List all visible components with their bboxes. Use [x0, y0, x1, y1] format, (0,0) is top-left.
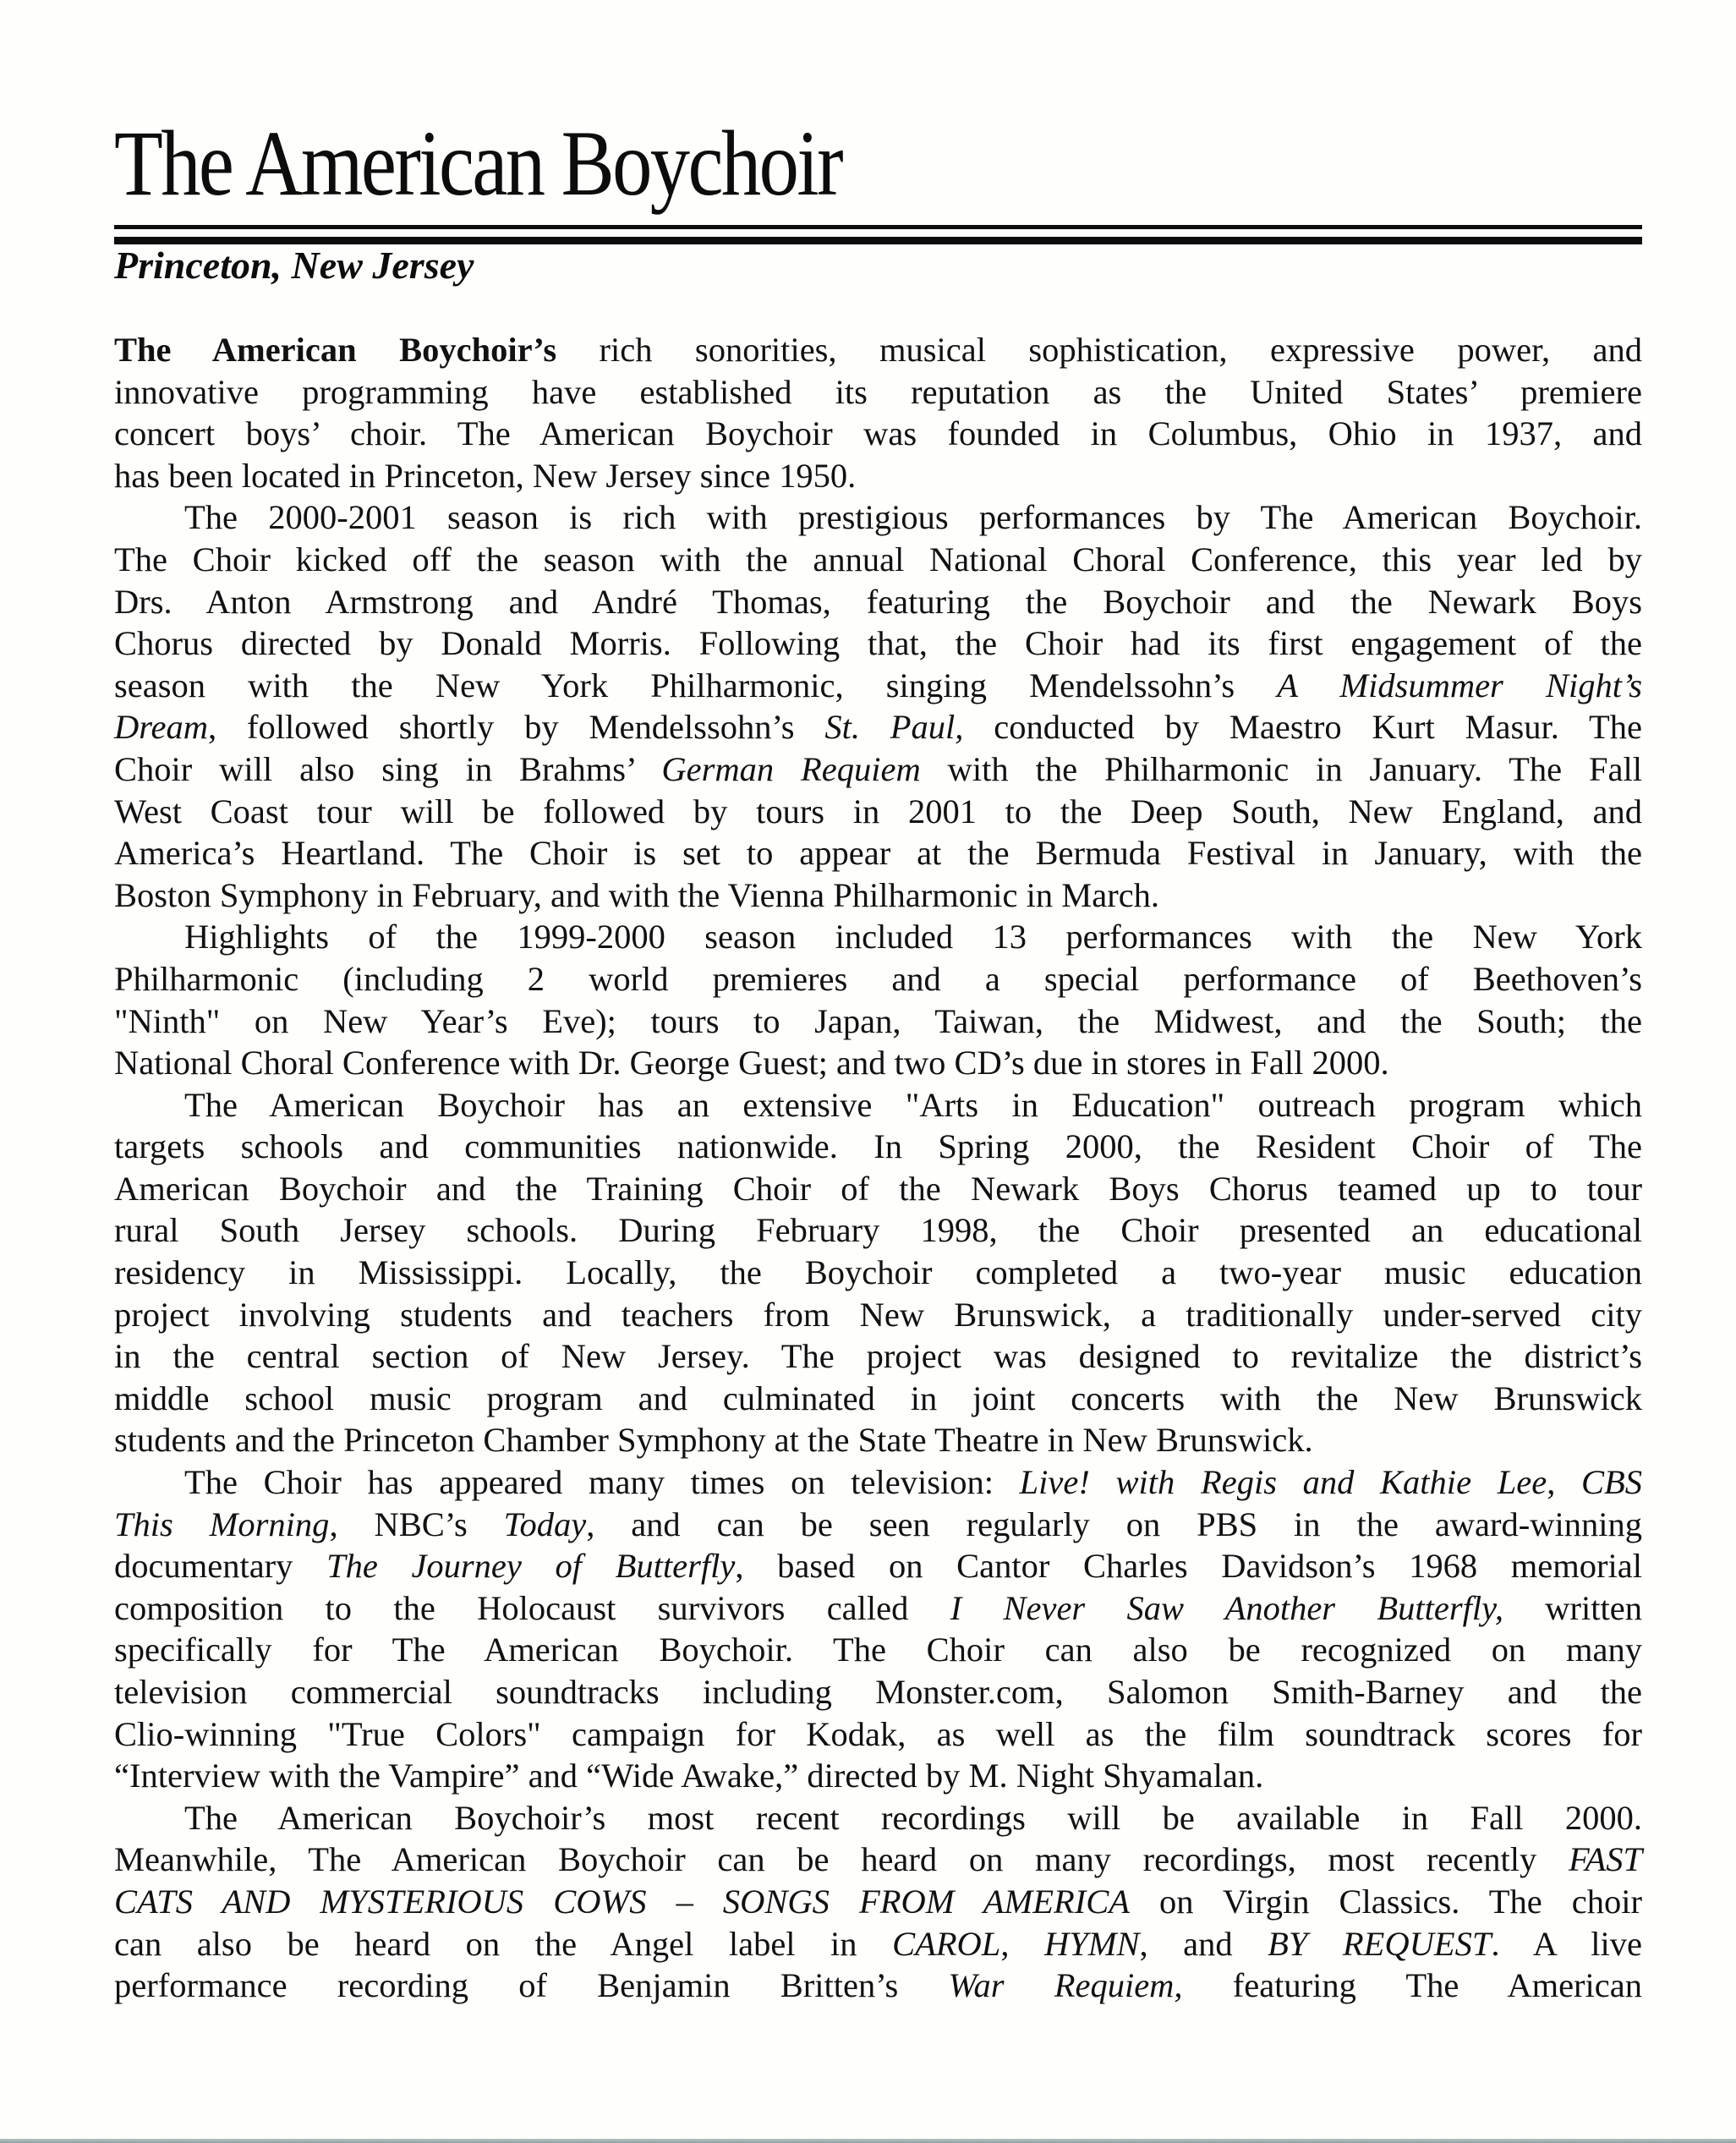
paragraph: [114, 1461, 1642, 1797]
text-run: Chorus directed by Donald Morris. Following that, the Choir had its first engagement of the: [114, 624, 1642, 663]
text-line: [114, 1168, 1642, 1210]
text-line: [114, 622, 1642, 665]
text-run: America’s Heartland. The Choir is set to appear at the Bermuda Festival in January, with the: [114, 834, 1642, 873]
paragraph: [114, 329, 1642, 496]
italic-run: I Never Saw Another Butterfly,: [950, 1588, 1503, 1627]
bold-run: The American Boychoir’s: [114, 331, 557, 369]
text-run: The American Boychoir has an extensive "Arts in Education" outreach program which: [184, 1085, 1642, 1124]
text-line: [114, 1713, 1642, 1756]
text-run: The Choir has appeared many times on television:: [184, 1463, 1020, 1502]
text-run: The American Boychoir’s most recent recordings will be available in Fall 2000.: [184, 1798, 1642, 1837]
italic-run: German Requiem: [661, 749, 921, 788]
text-run: concert boys’ choir. The American Boychoir was founded in Columbus, Ohio in 1937, and: [114, 414, 1642, 453]
text-run: Highlights of the 1999-2000 season included 13 performances with the New York: [184, 918, 1642, 956]
text-line: [114, 371, 1642, 414]
text-line: [114, 1252, 1642, 1294]
text-run: Drs. Anton Armstrong and André Thomas, featuring the Boychoir and the Newark Boys: [114, 582, 1642, 621]
text-run: The 2000-2001 season is rich with prestigious performances by The American Boychoir.: [184, 498, 1642, 537]
text-line: [114, 1209, 1642, 1252]
text-run: , followed shortly by Mendelssohn’s: [207, 708, 825, 747]
text-line: [114, 1378, 1642, 1420]
text-run: television commercial soundtracks including Monster.com, Salomon Smith-Barney and the: [114, 1673, 1642, 1711]
text-line: [114, 1042, 1642, 1084]
italic-run: CAROL: [892, 1924, 1001, 1963]
text-run: with the Philharmonic in January. The Fall: [920, 749, 1642, 788]
text-run: middle school music program and culminated in joint concerts with the New Brunswick: [114, 1378, 1642, 1417]
text-line: [114, 1545, 1642, 1587]
text-line: [114, 748, 1642, 791]
text-run: in the central section of New Jersey. The project was designed to revitalize the district’s: [114, 1337, 1642, 1376]
text-line: [114, 1419, 1642, 1461]
italic-run: This Morning: [114, 1504, 330, 1543]
text-run: targets schools and communities nationwide. In Spring 2000, the Resident Choir of The: [114, 1127, 1642, 1166]
text-line: [114, 1587, 1642, 1630]
italic-run: Today: [503, 1504, 587, 1543]
text-line: [114, 329, 1642, 371]
text-run: residency in Mississippi. Locally, the Boychoir completed a two-year music education: [114, 1253, 1642, 1292]
italic-run: HYMN: [1043, 1924, 1140, 1963]
text-line: [114, 1965, 1642, 2007]
text-line: [114, 1629, 1642, 1671]
text-line: [114, 874, 1642, 917]
text-run: project involving students and teachers from New Brunswick, a traditionally under-served city: [114, 1295, 1642, 1334]
text-line: [114, 413, 1642, 455]
text-line: [114, 1084, 1642, 1126]
text-line: [114, 455, 1642, 497]
text-run: on Virgin Classics. The choir: [1129, 1882, 1643, 1921]
body-text: [114, 329, 1642, 2007]
text-run: Clio-winning "True Colors" campaign for Kodak, as well as the film soundtrack scores for: [114, 1714, 1642, 1753]
text-run: , and: [1139, 1924, 1268, 1963]
text-line: [114, 1923, 1642, 1965]
italic-run: Dream: [114, 708, 208, 747]
text-line: [114, 581, 1642, 623]
italic-run: A Midsummer Night’s: [1277, 666, 1642, 704]
text-run: documentary: [114, 1547, 327, 1586]
text-line: [114, 958, 1642, 1000]
text-run: rural South Jersey schools. During February 1998, the Choir presented an educational: [114, 1211, 1642, 1250]
text-run: has been located in Princeton, New Jersey since 1950.: [114, 456, 857, 495]
text-line: [114, 1126, 1642, 1168]
text-run: ,: [1000, 1924, 1044, 1963]
text-line: [114, 1671, 1642, 1713]
document-subtitle-location: Princeton, New Jersey: [114, 244, 474, 287]
text-run: composition to the Holocaust survivors called: [114, 1588, 950, 1627]
text-run: West Coast tour will be followed by tours in 2001 to the Deep South, New England, and: [114, 792, 1642, 830]
text-run: ,: [1547, 1463, 1581, 1502]
text-run: Philharmonic (including 2 world premieres and a special performance of Beethoven’s: [114, 959, 1642, 998]
text-line: [114, 539, 1642, 581]
text-line: [114, 791, 1642, 833]
text-run: , NBC’s: [329, 1504, 504, 1543]
text-run: Choir will also sing in Brahms’: [114, 749, 662, 788]
text-run: The Choir kicked off the season with the annual National Choral Conference, this year led by: [114, 540, 1642, 578]
text-line: [114, 1881, 1642, 1923]
text-run: , based on Cantor Charles Davidson’s 1968 memorial: [735, 1547, 1643, 1586]
text-line: [114, 832, 1642, 874]
text-line: [114, 1335, 1642, 1378]
paragraph: [114, 496, 1642, 916]
paragraph: [114, 1797, 1642, 2007]
text-run: Meanwhile, The American Boychoir can be heard on many recordings, most recently: [114, 1840, 1569, 1879]
text-run: conducted by Maestro Kurt Masur. The: [963, 708, 1642, 747]
header-rule-thin: [114, 225, 1642, 229]
text-run: students and the Princeton Chamber Symphony at the State Theatre in New Brunswick.: [114, 1421, 1313, 1460]
text-line: [114, 1294, 1642, 1336]
italic-run: The Journey of Butterfly: [326, 1547, 736, 1586]
text-line: [114, 1755, 1642, 1797]
text-run: featuring The American: [1182, 1966, 1642, 2005]
text-run: written: [1503, 1588, 1642, 1627]
text-line: [114, 665, 1642, 707]
text-run: American Boychoir and the Training Choir of the Newark Boys Chorus teamed up to tour: [114, 1169, 1642, 1208]
text-run: “Interview with the Vampire” and “Wide Awake,” directed by M. Night Shyamalan.: [114, 1757, 1264, 1795]
text-run: can also be heard on the Angel label in: [114, 1924, 893, 1963]
text-run: performance recording of Benjamin Britten’s: [114, 1966, 949, 2005]
text-line: [114, 706, 1642, 748]
text-line: [114, 1504, 1642, 1546]
text-line: [114, 916, 1642, 958]
text-line: [114, 1839, 1642, 1881]
text-run: . A live: [1491, 1924, 1643, 1963]
text-line: [114, 1000, 1642, 1043]
italic-run: CATS AND MYSTERIOUS COWS – SONGS FROM AMERICA: [114, 1882, 1130, 1921]
text-line: [114, 1797, 1642, 1839]
text-run: innovative programming have established its reputation as the United States’ premiere: [114, 372, 1642, 411]
italic-run: War Requiem,: [948, 1966, 1183, 2005]
text-run: season with the New York Philharmonic, singing Mendelssohn’s: [114, 666, 1278, 704]
scan-edge-strip: [0, 2139, 1736, 2143]
paragraph: [114, 916, 1642, 1083]
italic-run: Live! with Regis and Kathie Lee: [1019, 1463, 1547, 1502]
text-run: Boston Symphony in February, and with the Vienna Philharmonic in March.: [114, 875, 1160, 914]
text-run: "Ninth" on New Year’s Eve); tours to Japan, Taiwan, the Midwest, and the South; the: [114, 1001, 1642, 1040]
italic-run: BY REQUEST: [1268, 1924, 1492, 1963]
italic-run: St. Paul,: [824, 708, 964, 747]
italic-run: CBS: [1580, 1463, 1642, 1502]
paragraph: [114, 1084, 1642, 1461]
text-run: National Choral Conference with Dr. George Guest; and two CD’s due in stores in Fall 2000.: [114, 1044, 1389, 1082]
text-run: specifically for The American Boychoir. The Choir can also be recognized on many: [114, 1631, 1642, 1669]
italic-run: FAST: [1568, 1840, 1642, 1879]
text-run: , and can be seen regularly on PBS in the award-winning: [586, 1504, 1642, 1543]
text-line: [114, 1461, 1642, 1504]
document-title: The American Boychoir: [114, 112, 841, 215]
text-line: [114, 496, 1642, 539]
text-run: rich sonorities, musical sophistication, expressive power, and: [556, 331, 1642, 369]
